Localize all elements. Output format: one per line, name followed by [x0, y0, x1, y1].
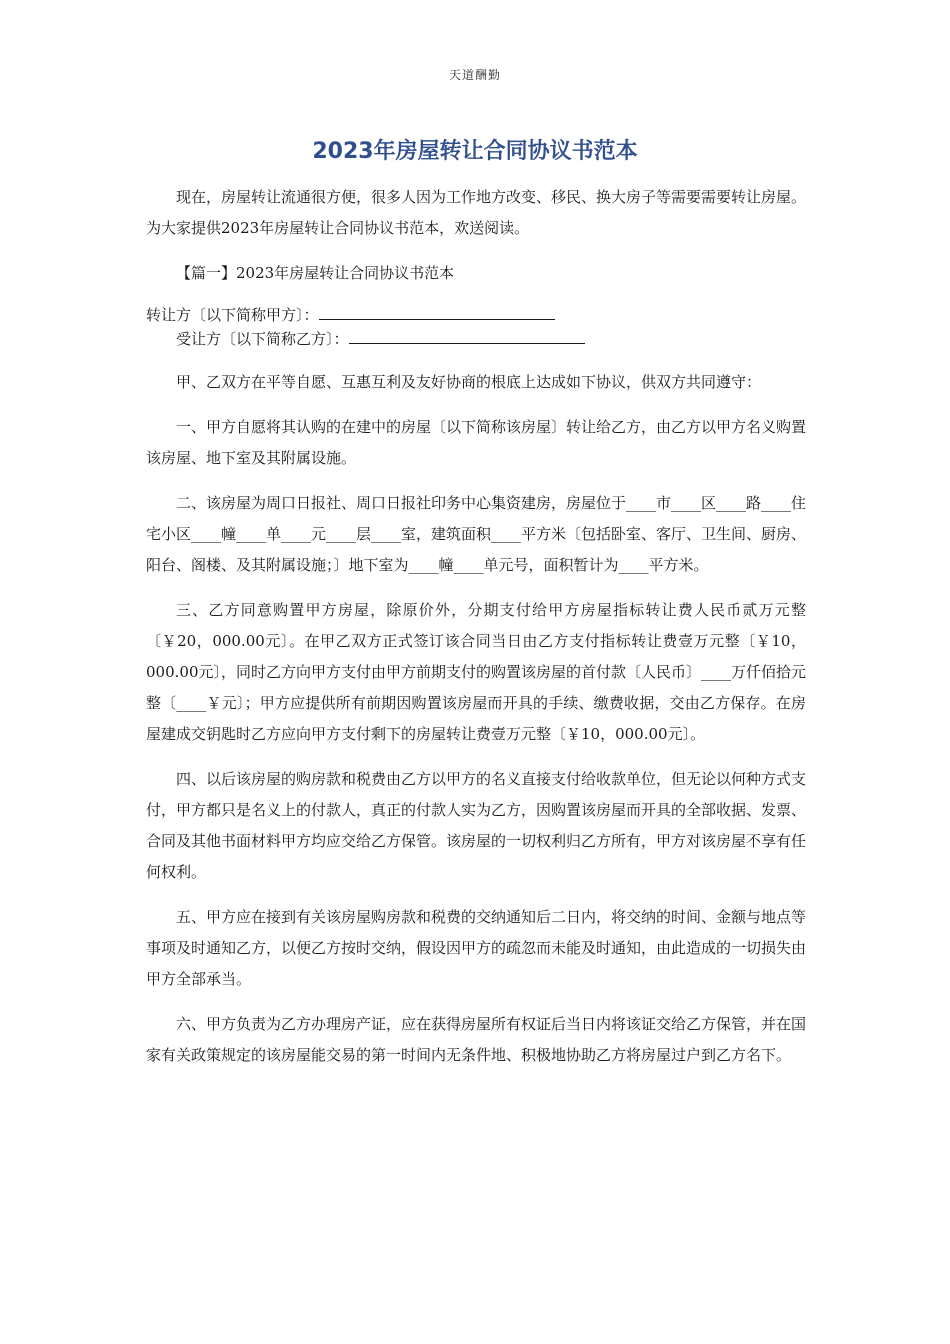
- preamble-paragraph: 甲、乙双方在平等自愿、互惠互利及友好协商的根底上达成如下协议，供双方共同遵守：: [176, 373, 762, 391]
- header-mark: 天道酬勤: [448, 68, 501, 82]
- party-b-blank: [349, 329, 585, 344]
- document-title: 2023年房屋转让合同协议书范本: [312, 139, 638, 164]
- intro-paragraph: 现在，房屋转让流通很方便，很多人因为工作地方改变、移民、换大房子等需要需要转让房屋。为大家提供2023年房屋转让合同协议书范本，欢送阅读。: [146, 188, 807, 237]
- clause-paragraph: 四、以后该房屋的购房款和税费由乙方以甲方的名义直接支付给收款单位，但无论以何种方式支付，甲方都只是名义上的付款人，真正的付款人实为乙方，因购置该房屋而开具的全部收据、发票、合同及其他书面材料甲方均应交给乙方保管。该房屋的一切权利归乙方所有，甲方对该房屋不享有任何权利。: [146, 770, 807, 881]
- party-a-blank: [319, 305, 555, 320]
- document-body: [146, 182, 806, 1071]
- party-b-label: 受让方〔以下简称乙方〕：: [176, 330, 349, 348]
- clause-paragraph: 六、甲方负责为乙方办理房产证，应在获得房屋所有权证后当日内将该证交给乙方保管，并在国家有关政策规定的该房屋能交易的第一时间内无条件地、积极地协助乙方将房屋过户到乙方名下。: [146, 1015, 807, 1064]
- clause-paragraph: 五、甲方应在接到有关该房屋购房款和税费的交纳通知后二日内，将交纳的时间、金额与地点等事项及时通知乙方，以便乙方按时交纳，假设因甲方的疏忽而未能及时通知，由此造成的一切损失由甲方全部承当。: [146, 908, 807, 988]
- party-block: [146, 303, 806, 351]
- clause-paragraph: 一、甲方自愿将其认购的在建中的房屋〔以下简称该房屋〕转让给乙方，由乙方以甲方名义购置该房屋、地下室及其附属设施。: [146, 418, 807, 467]
- section-heading: 【篇一】2023年房屋转让合同协议书范本: [176, 264, 455, 282]
- clause-paragraph: 二、该房屋为周口日报社、周口日报社印务中心集资建房，房屋位于____市____区____路____住宅小区____幢____单____元____层____室，建筑面积____平方米〔包括卧室、客厅、卫生间、厨房、阳台、阁楼、及其附属设施；〕地下室为____幢____单元号，面积暂计为____平方米。: [146, 494, 807, 574]
- party-a-label: 转让方〔以下简称甲方〕：: [146, 306, 319, 324]
- party-b-line: [146, 327, 806, 351]
- party-a-line: [146, 303, 806, 327]
- clause-paragraph: 三、乙方同意购置甲方房屋，除原价外，分期支付给甲方房屋指标转让费人民币贰万元整〔￥20，000.00元〕。在甲乙双方正式签订该合同当日由乙方支付指标转让费壹万元整〔￥10，000.00元〕，同时乙方向甲方支付由甲方前期支付的购置该房屋的首付款〔人民币〕____万仟佰拾元整〔____￥元〕；甲方应提供所有前期因购置该房屋而开具的手续、缴费收据，交由乙方保存。在房屋建成交钥匙时乙方应向甲方支付剩下的房屋转让费壹万元整〔￥10，000.00元〕。: [146, 601, 806, 743]
